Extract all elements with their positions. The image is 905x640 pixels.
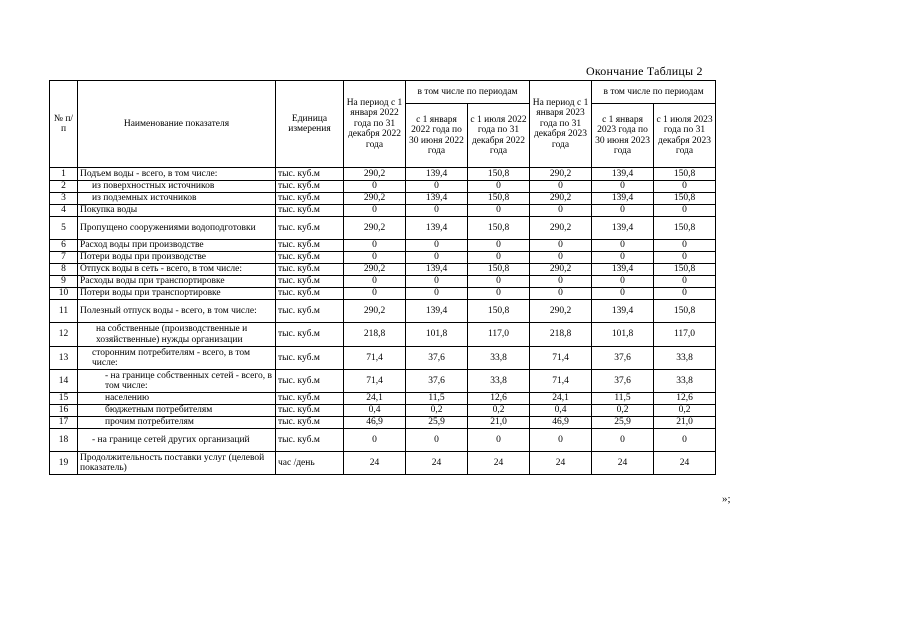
row-value: 0 xyxy=(344,181,406,193)
row-value: 0 xyxy=(592,288,654,300)
row-value: 0 xyxy=(468,429,530,452)
row-value: 37,6 xyxy=(406,370,468,393)
row-value: 24 xyxy=(344,452,406,475)
row-value: 0 xyxy=(592,429,654,452)
row-unit: тыс. куб.м xyxy=(276,405,344,417)
row-unit: час /день xyxy=(276,452,344,475)
row-unit: тыс. куб.м xyxy=(276,323,344,347)
row-value: 0,4 xyxy=(530,405,592,417)
row-value: 12,6 xyxy=(468,393,530,405)
table-row xyxy=(50,193,716,205)
row-value: 290,2 xyxy=(530,168,592,181)
row-value: 0 xyxy=(592,181,654,193)
row-value: 218,8 xyxy=(530,323,592,347)
row-unit: тыс. куб.м xyxy=(276,370,344,393)
water-balance-table xyxy=(49,80,716,475)
row-value: 33,8 xyxy=(468,347,530,370)
row-value: 290,2 xyxy=(530,217,592,240)
row-value: 71,4 xyxy=(530,347,592,370)
row-value: 139,4 xyxy=(592,193,654,205)
row-value: 0 xyxy=(654,276,716,288)
row-unit: тыс. куб.м xyxy=(276,168,344,181)
row-value: 150,8 xyxy=(468,168,530,181)
row-value: 290,2 xyxy=(344,217,406,240)
col-header-num: № п/п xyxy=(50,81,78,168)
table-row xyxy=(50,276,716,288)
row-value: 71,4 xyxy=(344,370,406,393)
row-unit: тыс. куб.м xyxy=(276,264,344,276)
row-indicator-name: Покупка воды xyxy=(78,205,276,217)
row-number: 13 xyxy=(50,347,78,370)
row-value: 0 xyxy=(468,276,530,288)
row-value: 0 xyxy=(406,205,468,217)
col-header-period-2022: На период с 1 января 2022 года по 31 декабря 2022 года xyxy=(344,81,406,168)
row-value: 0 xyxy=(530,205,592,217)
row-number: 15 xyxy=(50,393,78,405)
row-value: 37,6 xyxy=(592,370,654,393)
row-value: 139,4 xyxy=(406,168,468,181)
row-value: 24 xyxy=(654,452,716,475)
row-value: 0 xyxy=(592,276,654,288)
table-row xyxy=(50,300,716,323)
row-unit: тыс. куб.м xyxy=(276,181,344,193)
row-value: 0 xyxy=(654,252,716,264)
row-indicator-name: из подземных источников xyxy=(78,193,276,205)
row-number: 16 xyxy=(50,405,78,417)
row-indicator-name: Расходы воды при транспортировке xyxy=(78,276,276,288)
row-number: 6 xyxy=(50,240,78,252)
row-unit: тыс. куб.м xyxy=(276,276,344,288)
row-value: 11,5 xyxy=(406,393,468,405)
row-value: 21,0 xyxy=(468,417,530,429)
row-number: 9 xyxy=(50,276,78,288)
row-value: 0 xyxy=(344,252,406,264)
col-header-period-2023: На период с 1 января 2023 года по 31 декабря 2023 года xyxy=(530,81,592,168)
table-row xyxy=(50,240,716,252)
table-row xyxy=(50,205,716,217)
row-value: 0 xyxy=(654,181,716,193)
row-indicator-name: - на границе сетей других организаций xyxy=(78,429,276,452)
table-row xyxy=(50,405,716,417)
row-value: 0 xyxy=(530,288,592,300)
row-value: 139,4 xyxy=(592,300,654,323)
row-indicator-name: Подъем воды - всего, в том числе: xyxy=(78,168,276,181)
row-value: 71,4 xyxy=(530,370,592,393)
row-value: 0 xyxy=(344,205,406,217)
table-row xyxy=(50,252,716,264)
row-value: 0 xyxy=(530,181,592,193)
row-value: 0 xyxy=(530,240,592,252)
row-value: 117,0 xyxy=(654,323,716,347)
row-value: 0,2 xyxy=(592,405,654,417)
row-value: 24 xyxy=(530,452,592,475)
row-number: 4 xyxy=(50,205,78,217)
row-value: 24 xyxy=(468,452,530,475)
row-unit: тыс. куб.м xyxy=(276,300,344,323)
row-number: 7 xyxy=(50,252,78,264)
row-value: 33,8 xyxy=(468,370,530,393)
row-value: 0,2 xyxy=(406,405,468,417)
row-value: 0 xyxy=(654,205,716,217)
row-value: 0 xyxy=(592,205,654,217)
row-value: 290,2 xyxy=(344,264,406,276)
row-value: 150,8 xyxy=(654,168,716,181)
row-value: 117,0 xyxy=(468,323,530,347)
row-value: 37,6 xyxy=(592,347,654,370)
row-indicator-name: Продолжительность поставки услуг (целевой показатель) xyxy=(78,452,276,475)
row-value: 0 xyxy=(468,288,530,300)
row-value: 0 xyxy=(468,181,530,193)
col-header-h2-2022: с 1 июля 2022 года по 31 декабря 2022 года xyxy=(468,104,530,168)
row-unit: тыс. куб.м xyxy=(276,417,344,429)
row-indicator-name: Потери воды при производстве xyxy=(78,252,276,264)
row-number: 19 xyxy=(50,452,78,475)
row-number: 18 xyxy=(50,429,78,452)
row-value: 0 xyxy=(406,181,468,193)
row-value: 290,2 xyxy=(530,300,592,323)
row-unit: тыс. куб.м xyxy=(276,429,344,452)
col-header-including-2023: в том числе по периодам xyxy=(592,81,716,104)
row-unit: тыс. куб.м xyxy=(276,347,344,370)
row-value: 290,2 xyxy=(530,193,592,205)
row-value: 0 xyxy=(406,252,468,264)
row-value: 0 xyxy=(654,429,716,452)
row-value: 0 xyxy=(406,240,468,252)
col-header-name: Наименование показателя xyxy=(78,81,276,168)
row-value: 0 xyxy=(344,288,406,300)
row-indicator-name: Потери воды при транспортировке xyxy=(78,288,276,300)
row-number: 17 xyxy=(50,417,78,429)
row-number: 3 xyxy=(50,193,78,205)
row-value: 139,4 xyxy=(592,217,654,240)
row-value: 71,4 xyxy=(344,347,406,370)
row-value: 0,2 xyxy=(468,405,530,417)
row-value: 218,8 xyxy=(344,323,406,347)
row-unit: тыс. куб.м xyxy=(276,193,344,205)
row-unit: тыс. куб.м xyxy=(276,217,344,240)
row-unit: тыс. куб.м xyxy=(276,393,344,405)
row-value: 0 xyxy=(654,288,716,300)
row-value: 150,8 xyxy=(654,217,716,240)
row-value: 12,6 xyxy=(654,393,716,405)
row-value: 150,8 xyxy=(654,193,716,205)
row-value: 139,4 xyxy=(592,168,654,181)
row-value: 290,2 xyxy=(344,300,406,323)
row-number: 8 xyxy=(50,264,78,276)
row-indicator-name: Пропущено сооружениями водоподготовки xyxy=(78,217,276,240)
col-header-h1-2022: с 1 января 2022 года по 30 июня 2022 года xyxy=(406,104,468,168)
row-number: 12 xyxy=(50,323,78,347)
table-row xyxy=(50,429,716,452)
row-value: 24,1 xyxy=(530,393,592,405)
row-value: 101,8 xyxy=(592,323,654,347)
col-header-h1-2023: с 1 января 2023 года по 30 июня 2023 года xyxy=(592,104,654,168)
row-value: 150,8 xyxy=(468,217,530,240)
row-value: 290,2 xyxy=(344,193,406,205)
row-indicator-name: населению xyxy=(78,393,276,405)
row-value: 46,9 xyxy=(530,417,592,429)
table-row xyxy=(50,393,716,405)
row-value: 290,2 xyxy=(530,264,592,276)
table-row xyxy=(50,181,716,193)
row-value: 0 xyxy=(406,429,468,452)
row-value: 0 xyxy=(468,252,530,264)
row-value: 46,9 xyxy=(344,417,406,429)
row-value: 150,8 xyxy=(468,264,530,276)
table-row xyxy=(50,264,716,276)
table-row xyxy=(50,417,716,429)
row-value: 150,8 xyxy=(654,300,716,323)
row-value: 37,6 xyxy=(406,347,468,370)
row-value: 290,2 xyxy=(344,168,406,181)
row-value: 0 xyxy=(406,288,468,300)
row-value: 0 xyxy=(468,240,530,252)
col-header-including-2022: в том числе по периодам xyxy=(406,81,530,104)
row-number: 14 xyxy=(50,370,78,393)
row-number: 11 xyxy=(50,300,78,323)
closing-quote-mark: »; xyxy=(722,493,731,505)
table-row xyxy=(50,347,716,370)
row-value: 139,4 xyxy=(406,193,468,205)
row-value: 24 xyxy=(592,452,654,475)
row-value: 0 xyxy=(592,240,654,252)
row-value: 139,4 xyxy=(592,264,654,276)
row-value: 0,4 xyxy=(344,405,406,417)
row-value: 139,4 xyxy=(406,300,468,323)
row-value: 0 xyxy=(530,276,592,288)
row-unit: тыс. куб.м xyxy=(276,240,344,252)
row-indicator-name: бюджетным потребителям xyxy=(78,405,276,417)
row-unit: тыс. куб.м xyxy=(276,288,344,300)
row-value: 0 xyxy=(344,429,406,452)
row-value: 0,2 xyxy=(654,405,716,417)
row-indicator-name: на собственные (производственные и хозяйственные) нужды организации xyxy=(78,323,276,347)
table-row xyxy=(50,370,716,393)
row-unit: тыс. куб.м xyxy=(276,252,344,264)
table-row xyxy=(50,288,716,300)
row-value: 0 xyxy=(406,276,468,288)
row-value: 24,1 xyxy=(344,393,406,405)
row-value: 0 xyxy=(344,240,406,252)
row-value: 0 xyxy=(530,429,592,452)
row-value: 139,4 xyxy=(406,264,468,276)
row-number: 2 xyxy=(50,181,78,193)
row-value: 21,0 xyxy=(654,417,716,429)
row-indicator-name: прочим потребителям xyxy=(78,417,276,429)
row-value: 0 xyxy=(344,276,406,288)
row-value: 33,8 xyxy=(654,370,716,393)
table-caption: Окончание Таблицы 2 xyxy=(586,64,703,78)
col-header-h2-2023: с 1 июля 2023 года по 31 декабря 2023 года xyxy=(654,104,716,168)
row-value: 24 xyxy=(406,452,468,475)
row-unit: тыс. куб.м xyxy=(276,205,344,217)
row-value: 0 xyxy=(592,252,654,264)
row-value: 150,8 xyxy=(468,300,530,323)
row-value: 0 xyxy=(654,240,716,252)
row-value: 25,9 xyxy=(592,417,654,429)
table-row xyxy=(50,168,716,181)
row-value: 0 xyxy=(530,252,592,264)
row-value: 25,9 xyxy=(406,417,468,429)
row-indicator-name: Отпуск воды в сеть - всего, в том числе: xyxy=(78,264,276,276)
row-value: 150,8 xyxy=(468,193,530,205)
row-number: 10 xyxy=(50,288,78,300)
table-row xyxy=(50,452,716,475)
col-header-unit: Единица измерения xyxy=(276,81,344,168)
row-indicator-name: из поверхностных источников xyxy=(78,181,276,193)
table-row xyxy=(50,217,716,240)
row-value: 0 xyxy=(468,205,530,217)
row-value: 150,8 xyxy=(654,264,716,276)
row-value: 11,5 xyxy=(592,393,654,405)
row-value: 33,8 xyxy=(654,347,716,370)
row-indicator-name: Полезный отпуск воды - всего, в том числе: xyxy=(78,300,276,323)
row-number: 1 xyxy=(50,168,78,181)
table-row xyxy=(50,323,716,347)
row-indicator-name: Расход воды при производстве xyxy=(78,240,276,252)
row-indicator-name: - на границе собственных сетей - всего, в том числе: xyxy=(78,370,276,393)
row-number: 5 xyxy=(50,217,78,240)
row-value: 139,4 xyxy=(406,217,468,240)
row-value: 101,8 xyxy=(406,323,468,347)
row-indicator-name: сторонним потребителям - всего, в том числе: xyxy=(78,347,276,370)
